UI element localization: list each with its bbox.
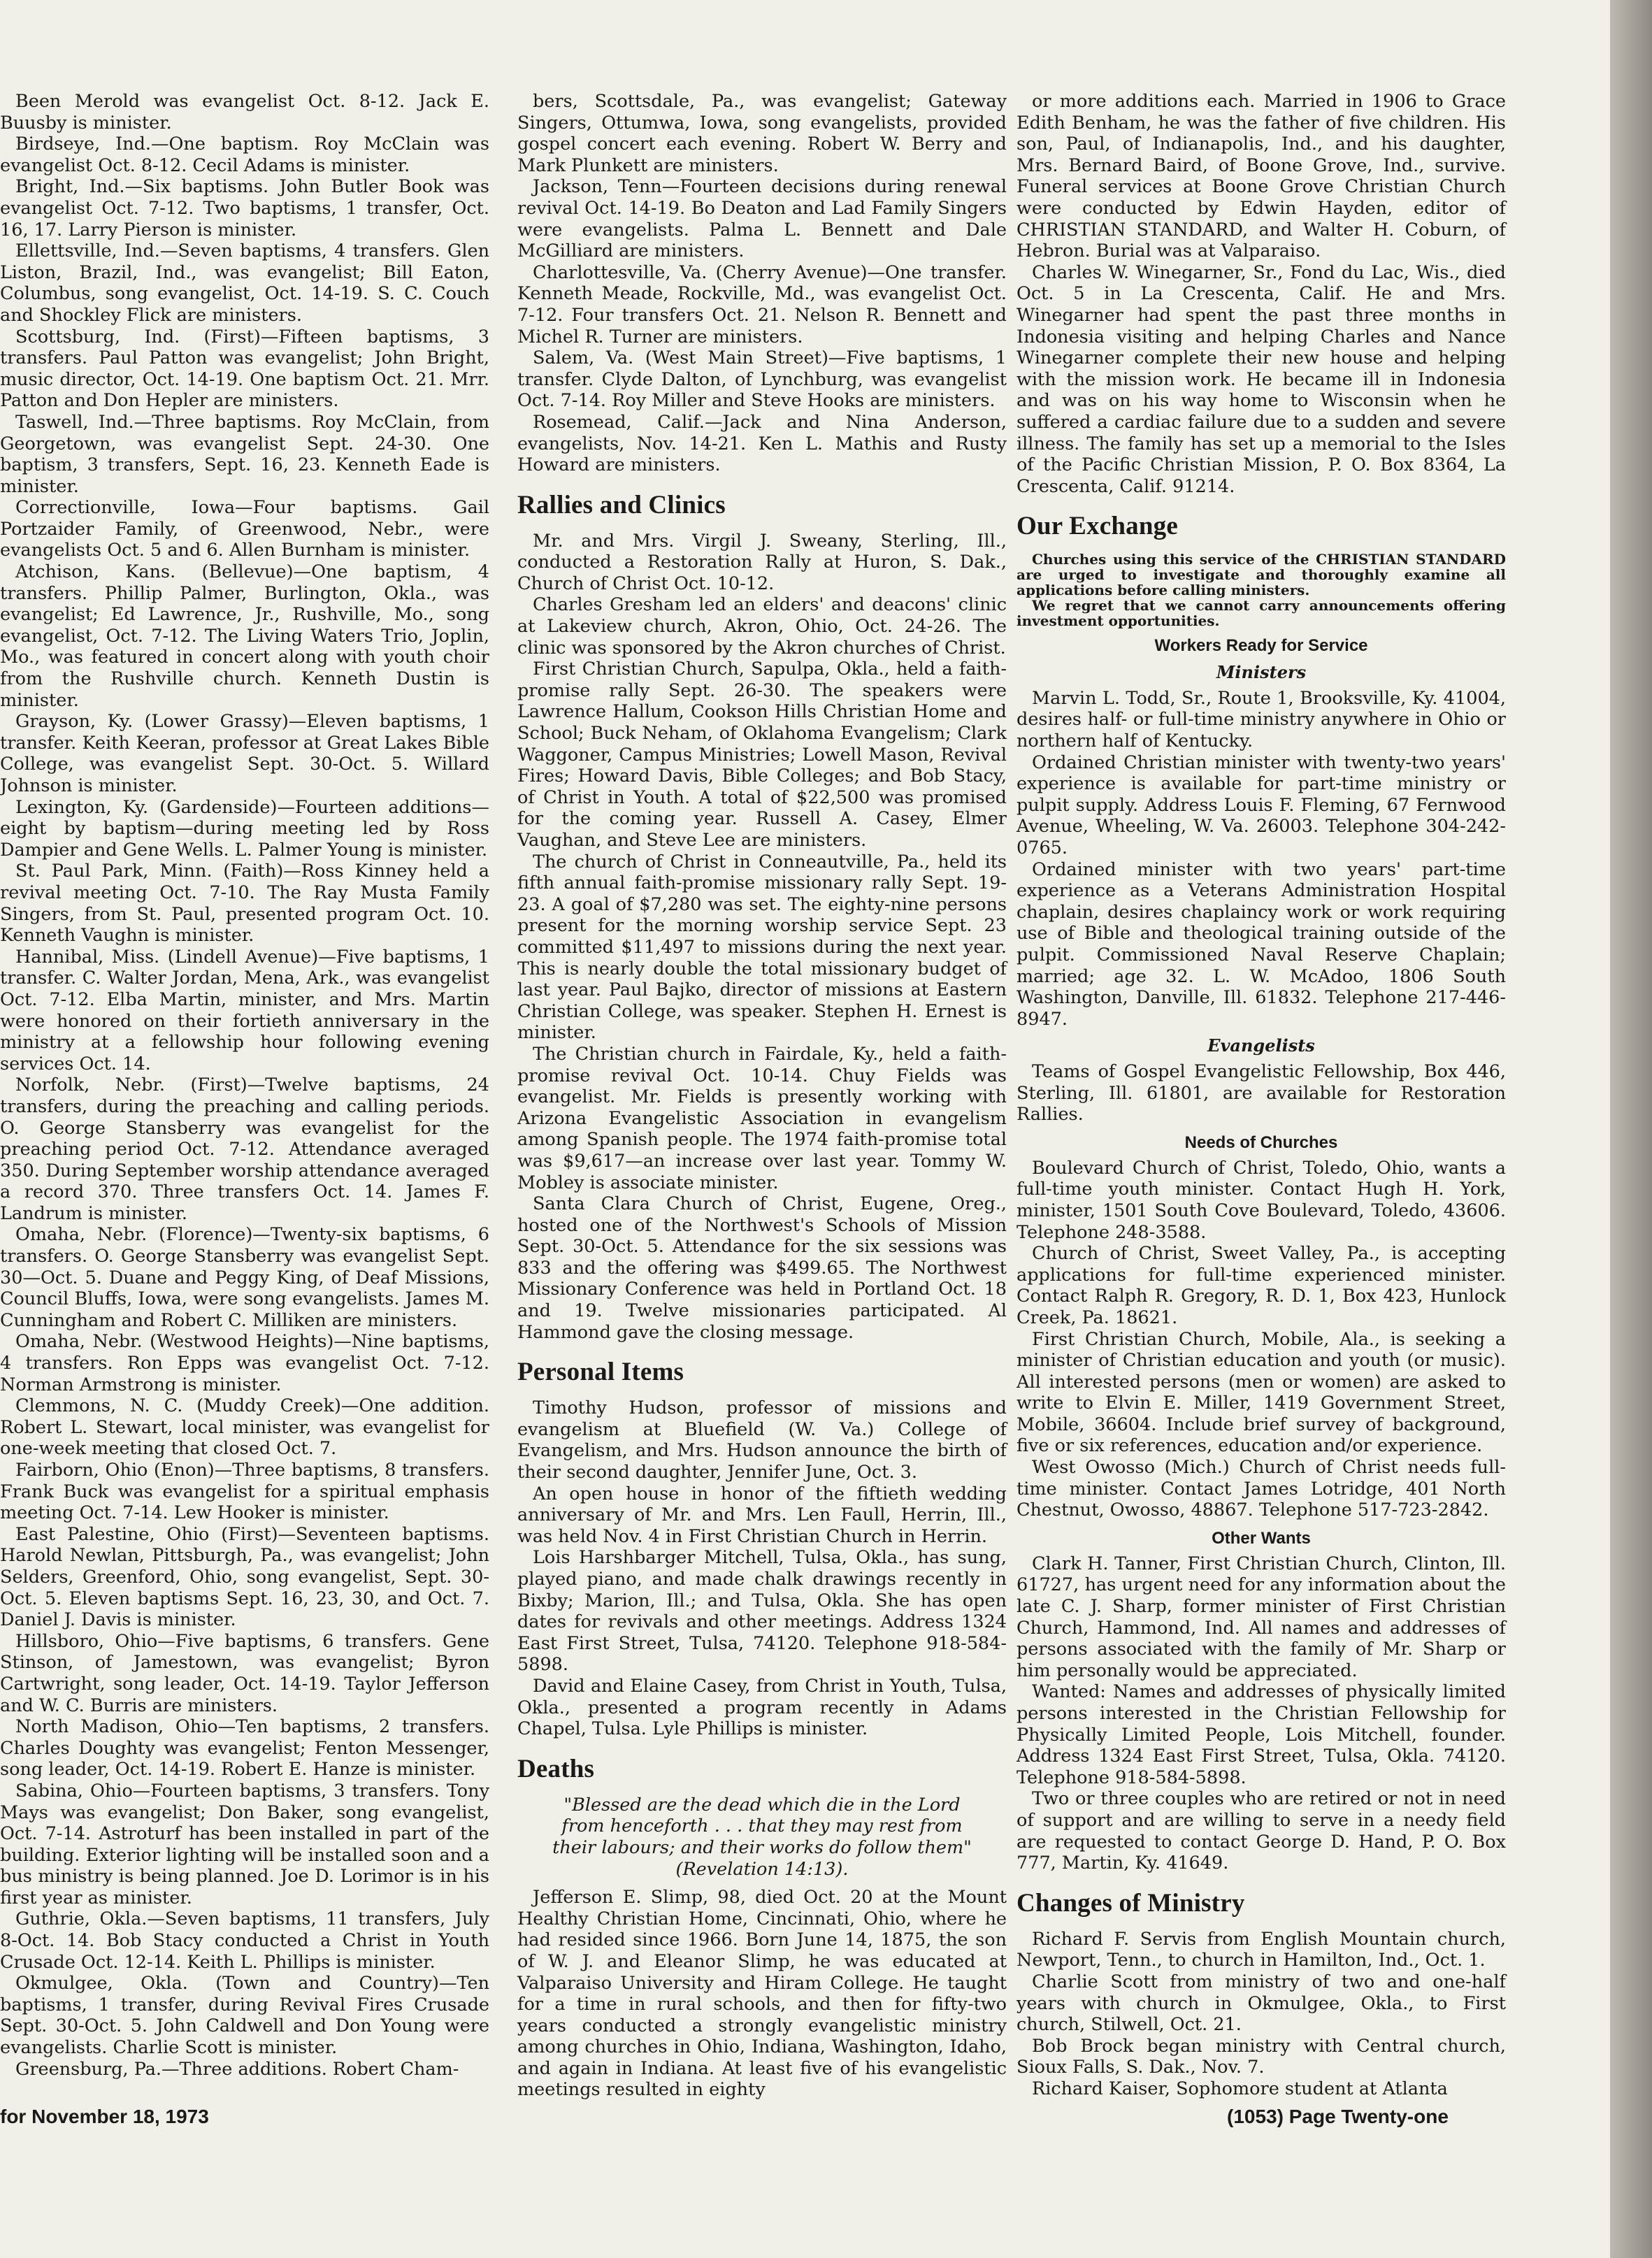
exchange-heading: Our Exchange [1017, 512, 1178, 541]
personal-item: David and Elaine Casey, from Christ in Youth, Tulsa, Okla., presented a program recently in Adams Chapel, Tulsa. Lyle Phillips is minister. [517, 1675, 1007, 1740]
deaths-continued [1017, 91, 1506, 497]
rallies-heading: Rallies and Clinics [517, 490, 726, 519]
minister-listing: Ordained minister with two years' part-time experience as a Veterans Administration Hospital chaplain, desires chaplaincy work or work requiring use of Bible and theological training outside of the pulpit. Commissioned Naval Reserve Chaplain; married; age 32. L. W. McAdoo, 1806 South Washington, Danville, Ill. 61832. Telephone 217-446-8947. [1017, 858, 1506, 1030]
news-item: Hannibal, Miss. (Lindell Avenue)—Five baptisms, 1 transfer. C. Walter Jordan, Mena, Ark., was evangelist Oct. 7-12. Elba Martin, minister, and Mrs. Martin were honored on their fortieth anniversary in the ministry at a fellowship hour following evening services Oct. 14. [0, 946, 489, 1074]
minister-listing: Marvin L. Todd, Sr., Route 1, Brooksville, Ky. 41004, desires half- or full-time ministry anywhere in Ohio or northern half of Kentucky. [1017, 687, 1506, 752]
personal-body [517, 1397, 1007, 1740]
church-need-listing: First Christian Church, Mobile, Ala., is seeking a minister of Christian education and youth (or music). All interested persons (men or women) are asked to write to Elvin E. Miller, 1419 Government Street, Mobile, 36604. Include brief survey of background, five or six references, education and/or experience. [1017, 1328, 1506, 1457]
news-item: Norfolk, Nebr. (First)—Twelve baptisms, 24 transfers, during the preaching and calling periods. O. George Stansberry was evangelist for the preaching period Oct. 7-12. Attendance averaged 350. During September worship attendance averaged a record 370. Three transfers Oct. 14. James F. Landrum is minister. [0, 1074, 489, 1224]
death-item: or more additions each. Married in 1906 to Grace Edith Benham, he was the father of five children. His son, Paul, of Indianapolis, Ind., and his daughter, Mrs. Bernard Baird, of Boone Grove, Ind., survive. Funeral services at Boone Grove Christian Church were conducted by Edwin Hayden, editor of CHRISTIAN STANDARD, and Walter H. Coburn, of Hebron. Burial was at Valparaiso. [1017, 91, 1506, 262]
deaths-body [517, 1887, 1007, 2101]
rally-item: First Christian Church, Sapulpa, Okla., held a faith-promise rally Sept. 26-30. The speakers were Lawrence Hallum, Cookson Hills Christian Home and School; Buck Neham, of Oklahoma Evangelism; Clark Waggoner, Campus Ministries; Lowell Mason, Revival Fires; Howard Davis, Bible Colleges; and Bob Stacy, of Christ in Youth. A total of $22,500 was promised for the coming year. Russell A. Casey, Elmer Vaughan, and Steve Lee are ministers. [517, 659, 1007, 851]
rally-item: The Christian church in Fairdale, Ky., held a faith-promise revival Oct. 10-14. Chuy Fields was evangelist. Mr. Fields is presently working with Arizona Evangelistic Association in evangelism among Spanish people. The 1974 faith-promise total was $9,617—an increase over last year. Tommy W. Mobley is associate minister. [517, 1043, 1007, 1193]
news-item: Jackson, Tenn—Fourteen decisions during renewal revival Oct. 14-19. Bo Deaton and Lad Family Singers were evangelists. Palma L. Bennett and Dale McGilliard are ministers. [517, 176, 1007, 262]
news-item: Hillsboro, Ohio—Five baptisms, 6 transfers. Gene Stinson, of Jamestown, was evangelist; Byron Cartwright, song leader, Oct. 14-19. Taylor Jefferson and W. C. Burris are ministers. [0, 1630, 489, 1716]
ministry-change-item: Bob Brock began ministry with Central church, Sioux Falls, S. Dak., Nov. 7. [1017, 2035, 1506, 2078]
needs-heading: Needs of Churches [1184, 1132, 1338, 1152]
news-item: Atchison, Kans. (Bellevue)—One baptism, 4 transfers. Phillip Palmer, Burlington, Okla., was evangelist; Ed Lawrence, Jr., Rushville, Mo., song evangelist, Oct. 7-12. The Living Waters Trio, Joplin, Mo., was featured in concert along with youth choir from the Rushville church. Kenneth Dustin is minister. [0, 561, 489, 711]
news-item: Taswell, Ind.—Three baptisms. Roy McClain, from Georgetown, was evangelist Sept. 24-30. One baptism, 3 transfers, Sept. 16, 23. Kenneth Eade is minister. [0, 411, 489, 497]
column-3 [1017, 91, 1506, 2099]
news-item: bers, Scottsdale, Pa., was evangelist; Gateway Singers, Ottumwa, Iowa, song evangelists, provided gospel concert each evening. Robert W. Berry and Mark Plunkett are ministers. [517, 91, 1007, 176]
column-1 [0, 91, 489, 2080]
personal-item: Lois Harshbarger Mitchell, Tulsa, Okla., has sung, played piano, and made chalk drawings recently in Bixby; Marion, Ill.; and Tulsa, Okla. She has open dates for revivals and other meetings. Address 1324 East First Street, Tulsa, 74120. Telephone 918-584-5898. [517, 1547, 1007, 1676]
church-need-listing: West Owosso (Mich.) Church of Christ needs full-time minister. Contact James Lotridge, 401 North Chestnut, Owosso, 48867. Telephone 517-723-2842. [1017, 1457, 1506, 1521]
ministry-change-item: Richard F. Servis from English Mountain church, Newport, Tenn., to church in Hamilton, Ind., Oct. 1. [1017, 1928, 1506, 1971]
news-item: Omaha, Nebr. (Florence)—Twenty-six baptisms, 6 transfers. O. George Stansberry was evangelist Sept. 30—Oct. 5. Duane and Peggy King, of Deaf Missions, Council Bluffs, Iowa, were song evangelists. James M. Cunningham and Robert C. Milliken are ministers. [0, 1224, 489, 1331]
news-item: Salem, Va. (West Main Street)—Five baptisms, 1 transfer. Clyde Dalton, of Lynchburg, was evangelist Oct. 7-14. Roy Miller and Steve Hooks are ministers. [517, 347, 1007, 412]
exchange-notice-2: We regret that we cannot carry announcements offering investment opportunities. [1017, 597, 1506, 630]
rally-item: Santa Clara Church of Christ, Eugene, Oreg., hosted one of the Northwest's Schools of Mission Sept. 30-Oct. 5. Attendance for the six sessions was 833 and the offering was $499.65. The Northwest Missionary Conference was held in Portland Oct. 18 and 19. Twelve missionaries participated. Al Hammond gave the closing message. [517, 1193, 1007, 1343]
news-item: Sabina, Ohio—Fourteen baptisms, 3 transfers. Tony Mays was evangelist; Don Baker, song evangelist, Oct. 7-14. Astroturf has been installed in part of the building. Exterior lighting will be installed soon and a bus ministry is being planned. Joe D. Lorimor is in his first year as minister. [0, 1780, 489, 1908]
rally-item: Mr. and Mrs. Virgil J. Sweany, Sterling, Ill., conducted a Restoration Rally at Huron, S. Dak., Church of Christ Oct. 10-12. [517, 530, 1007, 594]
needs-body [1017, 1158, 1506, 1521]
news-item: Lexington, Ky. (Gardenside)—Fourteen additions—eight by baptism—during meeting led by Ross Dampier and Gene Wells. L. Palmer Young is minister. [0, 796, 489, 861]
other-wants-body [1017, 1553, 1506, 1874]
news-item: Ellettsville, Ind.—Seven baptisms, 4 transfers. Glen Liston, Brazil, Ind., was evangelist; Bill Eaton, Columbus, song evangelist, Oct. 14-19. S. C. Couch and Shockley Flick are ministers. [0, 240, 489, 326]
ministers-body [1017, 688, 1506, 1030]
footer-date: for November 18, 1973 [0, 2106, 209, 2127]
death-item: Jefferson E. Slimp, 98, died Oct. 20 at the Mount Healthy Christian Home, Cincinnati, Ohio, where he had resided since 1966. Born June 14, 1875, the son of W. J. and Eleanor Slimp, he was educated at Valparaiso University and Hiram College. He taught for a time in rural schools, and then for fifty-two years conducted a strongly evangelistic ministry among churches in Ohio, Indiana, Washington, Idaho, and again in Indiana. At least five of his evangelistic meetings resulted in eighty [517, 1887, 1007, 2101]
church-need-listing: Boulevard Church of Christ, Toledo, Ohio, wants a full-time youth minister. Contact Hugh H. York, minister, 1501 South Cove Boulevard, Toledo, 43606. Telephone 248-3588. [1017, 1157, 1506, 1243]
evangelists-body [1017, 1061, 1506, 1126]
news-item: Birdseye, Ind.—One baptism. Roy McClain was evangelist Oct. 8-12. Cecil Adams is minister. [0, 134, 489, 176]
news-item: Clemmons, N. C. (Muddy Creek)—One addition. Robert L. Stewart, local minister, was evangelist for one-week meeting that closed Oct. 7. [0, 1395, 489, 1460]
evangelist-listing: Teams of Gospel Evangelistic Fellowship, Box 446, Sterling, Ill. 61801, are available for Restoration Rallies. [1017, 1060, 1506, 1126]
ministers-heading: Ministers [1216, 662, 1307, 683]
news-item: North Madison, Ohio—Ten baptisms, 2 transfers. Charles Doughty was evangelist; Fenton Messenger, song leader, Oct. 14-19. Robert E. Hanze is minister. [0, 1716, 489, 1781]
news-item: St. Paul Park, Minn. (Faith)—Ross Kinney held a revival meeting Oct. 7-10. The Ray Musta Family Singers, from St. Paul, presented program Oct. 10. Kenneth Vaughn is minister. [0, 861, 489, 947]
news-item: Grayson, Ky. (Lower Grassy)—Eleven baptisms, 1 transfer. Keith Keeran, professor at Great Lakes Bible College, was evangelist Sept. 30-Oct. 5. Willard Johnson is minister. [0, 711, 489, 796]
news-item: Been Merold was evangelist Oct. 8-12. Jack E. Buusby is minister. [0, 91, 489, 134]
personal-item: An open house in honor of the fiftieth wedding anniversary of Mr. and Mrs. Len Faull, Herrin, Ill., was held Nov. 4 in First Christian Church in Herrin. [517, 1483, 1007, 1547]
changes-body [1017, 1929, 1506, 2100]
death-item: Charles W. Winegarner, Sr., Fond du Lac, Wis., died Oct. 5 in La Crescenta, Calif. He and Mrs. Winegarner had spent the past three months in Indonesia visiting and helping Charles and Nance Winegarner complete their new house and helping with the mission work. He became ill in Indonesia and was on his way home to Wisconsin when he suffered a cardiac failure due to a sudden and severe illness. The family has set up a memorial to the Isles of the Pacific Christian Mission, P. O. Box 8364, La Crescenta, Calif. 91214. [1017, 261, 1506, 497]
footer-page-number: (1053) Page Twenty-one [1227, 2106, 1449, 2127]
workers-heading: Workers Ready for Service [1154, 636, 1368, 656]
deaths-quote: "Blessed are the dead which die in the Lord from henceforth . . . that they may rest from their labours; and their works do follow them" (Revelation 14:13). [552, 1794, 972, 1880]
news-item: East Palestine, Ohio (First)—Seventeen baptisms. Harold Newlan, Pittsburgh, Pa., was evangelist; John Selders, Greenford, Ohio, song evangelist, Sept. 30-Oct. 5. Eleven baptisms Sept. 16, 23, 30, and Oct. 7. Daniel J. Davis is minister. [0, 1523, 489, 1631]
other-wants-heading: Other Wants [1212, 1528, 1311, 1548]
news-item: Scottsburg, Ind. (First)—Fifteen baptisms, 3 transfers. Paul Patton was evangelist; John Bright, music director, Oct. 14-19. One baptism Oct. 21. Mrr. Patton and Don Hepler are ministers. [0, 326, 489, 412]
other-want-listing: Clark H. Tanner, First Christian Church, Clinton, Ill. 61727, has urgent need for any information about the late C. J. Sharp, former minister of First Christian Church, Hammond, Ind. All names and addresses of persons associated with the family of Mr. Sharp or him personally would be appreciated. [1017, 1553, 1506, 1681]
rally-item: Charles Gresham led an elders' and deacons' clinic at Lakeview church, Akron, Ohio, Oct. 24-26. The clinic was sponsored by the Akron churches of Christ. [517, 594, 1007, 659]
news-item: Guthrie, Okla.—Seven baptisms, 11 transfers, July 8-Oct. 14. Bob Stacy conducted a Christ in Youth Crusade Oct. 12-14. Keith L. Phillips is minister. [0, 1908, 489, 1973]
news-item: Rosemead, Calif.—Jack and Nina Anderson, evangelists, Nov. 14-21. Ken L. Mathis and Rusty Howard are ministers. [517, 411, 1007, 476]
news-item: Greensburg, Pa.—Three additions. Robert Cham- [15, 2058, 459, 2080]
other-want-listing: Wanted: Names and addresses of physically limited persons interested in the Christian Fellowship for Physically Limited People, Lois Mitchell, founder. Address 1324 East First Street, Tulsa, Okla. 74120. Telephone 918-584-5898. [1017, 1681, 1506, 1788]
changes-heading: Changes of Ministry [1017, 1888, 1245, 1918]
news-item: Omaha, Nebr. (Westwood Heights)—Nine baptisms, 4 transfers. Ron Epps was evangelist Oct. 7-12. Norman Armstrong is minister. [0, 1331, 489, 1395]
news-item: Bright, Ind.—Six baptisms. John Butler Book was evangelist Oct. 7-12. Two baptisms, 1 transfer, Oct. 16, 17. Larry Pierson is minister. [0, 176, 489, 240]
exchange-notice-1: Churches using this service of the CHRISTIAN STANDARD are urged to investigate and thoroughly examine all applications before calling ministers. [1017, 551, 1506, 599]
other-want-listing: Two or three couples who are retired or not in need of support and are willing to serve in a needy field are requested to contact George D. Hand, P. O. Box 777, Martin, Ky. 41649. [1017, 1788, 1506, 1874]
church-need-listing: Church of Christ, Sweet Valley, Pa., is accepting applications for full-time experienced minister. Contact Ralph R. Gregory, R. D. 1, Box 423, Hunlock Creek, Pa. 18621. [1017, 1243, 1506, 1328]
news-item: Fairborn, Ohio (Enon)—Three baptisms, 8 transfers. Frank Buck was evangelist for a spiritual emphasis meeting Oct. 7-14. Lew Hooker is minister. [0, 1460, 489, 1524]
ministry-change-item: Charlie Scott from ministry of two and one-half years with church in Okmulgee, Okla., to First church, Stilwell, Oct. 21. [1017, 1971, 1506, 2036]
evangelists-heading: Evangelists [1207, 1035, 1315, 1056]
page-edge [1610, 0, 1652, 2258]
personal-item: Timothy Hudson, professor of missions and evangelism at Bluefield (W. Va.) College of Evangelism, and Mrs. Hudson announce the birth of their second daughter, Jennifer June, Oct. 3. [517, 1397, 1007, 1483]
rally-item: The church of Christ in Conneautville, Pa., held its fifth annual faith-promise missionary rally Sept. 19-23. A goal of $7,280 was set. The eighty-nine persons present for the morning worship service Sept. 23 committed $11,497 to missions during the next year. This is nearly double the total missionary budget of last year. Paul Bajko, director of missions at Eastern Christian College, was speaker. Stephen H. Ernest is minister. [517, 851, 1007, 1044]
rallies-body [517, 531, 1007, 1344]
column-2 [517, 91, 1007, 2101]
minister-listing: Ordained Christian minister with twenty-two years' experience is available for part-time ministry or pulpit supply. Address Louis F. Fleming, 67 Fernwood Avenue, Wheeling, W. Va. 26003. Telephone 304-242-0765. [1017, 752, 1506, 859]
news-item: Charlottesville, Va. (Cherry Avenue)—One transfer. Kenneth Meade, Rockville, Md., was evangelist Oct. 7-12. Four transfers Oct. 21. Nelson R. Bennett and Michel R. Turner are ministers. [517, 261, 1007, 347]
deaths-heading: Deaths [517, 1754, 595, 1783]
personal-heading: Personal Items [517, 1358, 684, 1387]
news-continued [517, 91, 1007, 476]
news-item: Correctionville, Iowa—Four baptisms. Gail Portzaider Family, of Greenwood, Nebr., were evangelists Oct. 5 and 6. Allen Burnham is minister. [0, 497, 489, 561]
news-item: Okmulgee, Okla. (Town and Country)—Ten baptisms, 1 transfer, during Revival Fires Crusade Sept. 30-Oct. 5. John Caldwell and Don Young were evangelists. Charlie Scott is minister. [0, 1973, 489, 2059]
ministry-change-item: Richard Kaiser, Sophomore student at Atlanta [1032, 2078, 1448, 2099]
